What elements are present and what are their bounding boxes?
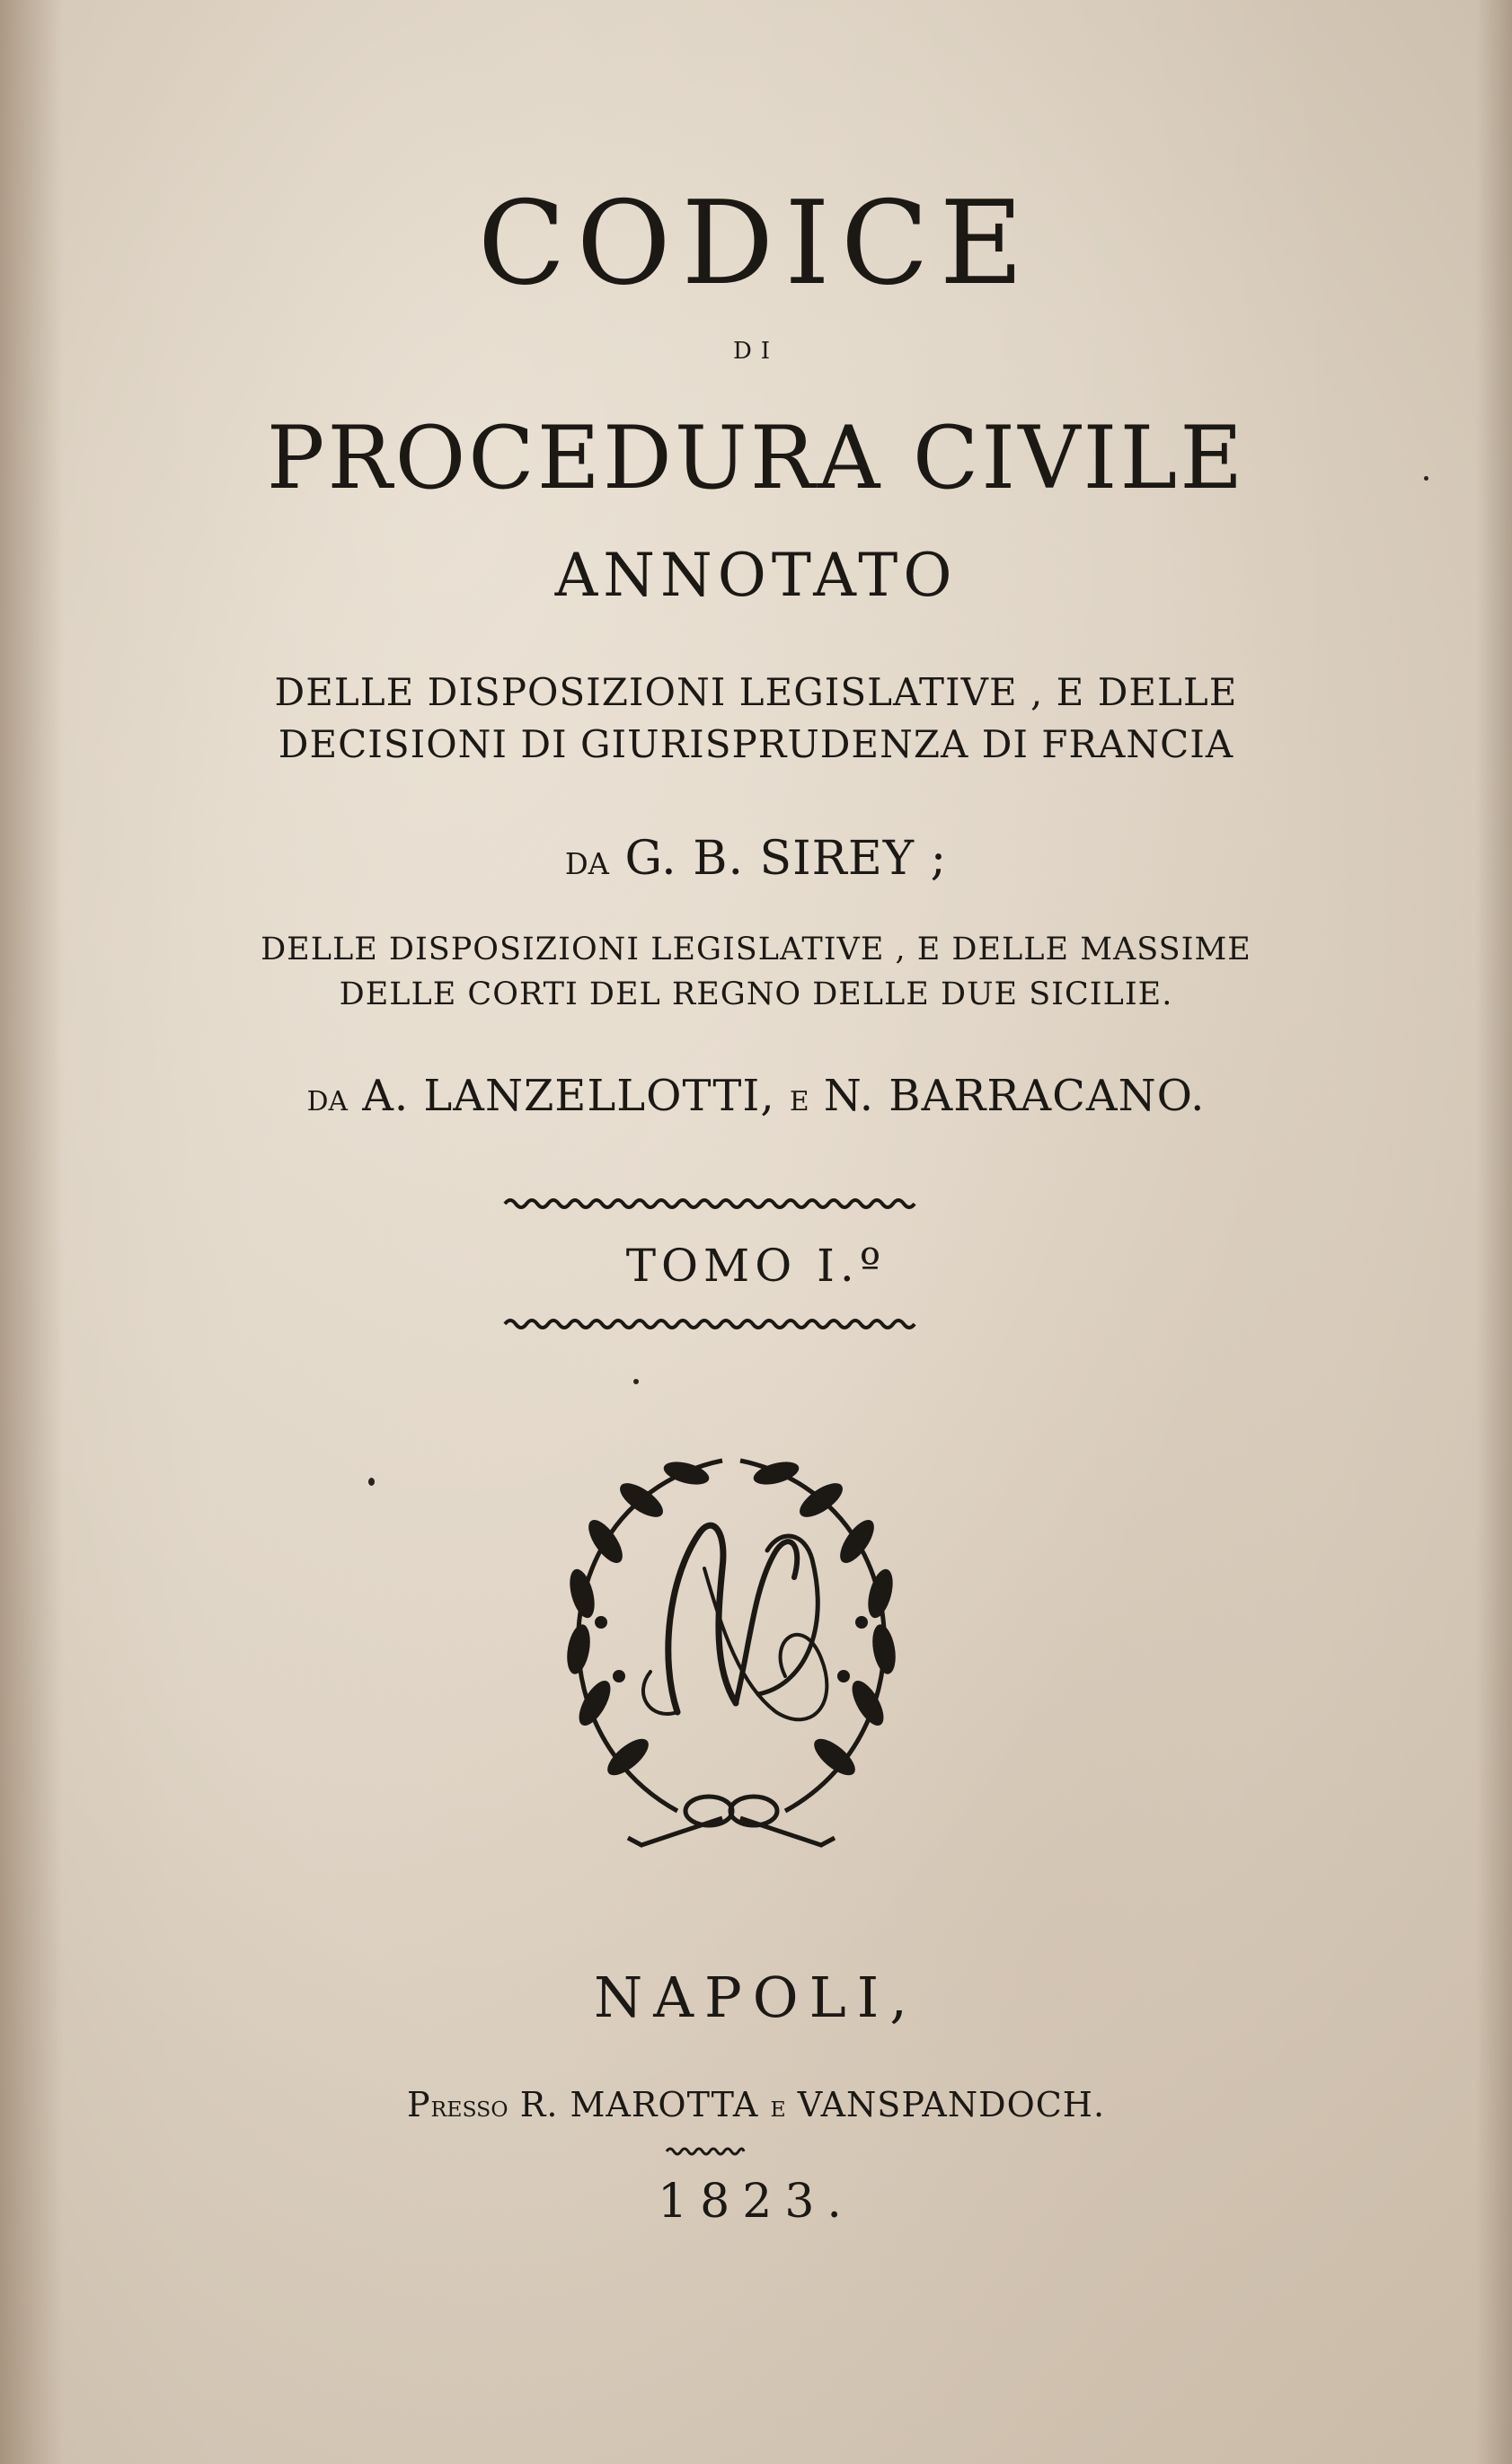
imprint-conjunction: E	[770, 2097, 786, 2122]
title-annotato: ANNOTATO	[554, 541, 958, 610]
title-procedura-civile: PROCEDURA CIVILE	[266, 408, 1246, 508]
author-prefix: DA	[306, 1086, 348, 1117]
subtitle-line-4: DELLE CORTI DEL REGNO DELLE DUE SICILIE.	[339, 976, 1173, 1012]
wavy-rule-top	[503, 1195, 920, 1213]
author-name-barracano: N. BARRACANO.	[823, 1071, 1206, 1121]
imprint-printer-marotta: R. MAROTTA	[519, 2085, 759, 2124]
monogram-wreath-icon	[543, 1434, 920, 1856]
imprint-year: 1823.	[658, 2175, 854, 2229]
author-name: G. B. SIREY ;	[624, 832, 948, 886]
volume-label: TOMO I.º	[625, 1240, 887, 1292]
imprint-printer-vanspandoch: VANSPANDOCH.	[797, 2085, 1106, 2124]
author-conjunction: E	[789, 1086, 809, 1117]
author-prefix: DA	[564, 847, 609, 881]
title-codice: CODICE	[477, 177, 1035, 311]
ink-speck	[368, 1478, 375, 1486]
subtitle-line-1: DELLE DISPOSIZIONI LEGISLATIVE , E DELLE	[274, 670, 1238, 714]
subtitle-line-2: DECISIONI DI GIURISPRUDENZA DI FRANCIA	[278, 722, 1234, 766]
wavy-rule-small	[665, 2145, 746, 2158]
subtitle-line-3: DELLE DISPOSIZIONI LEGISLATIVE , E DELLE MASSIME	[261, 932, 1251, 967]
title-connector-di: DI	[732, 338, 780, 365]
ink-speck	[633, 1379, 639, 1384]
author-name-lanzellotti: A. LANZELLOTTI,	[362, 1071, 775, 1121]
author-sirey	[0, 832, 1512, 886]
imprint-printer	[0, 2085, 1512, 2124]
imprint-presso-initial: P	[406, 2085, 431, 2124]
imprint-city: NAPOLI,	[594, 1965, 918, 2030]
imprint-presso-rest: RESSO	[430, 2097, 508, 2122]
wavy-rule-bottom	[503, 1315, 920, 1333]
authors-lanzellotti-barracano	[0, 1071, 1512, 1121]
